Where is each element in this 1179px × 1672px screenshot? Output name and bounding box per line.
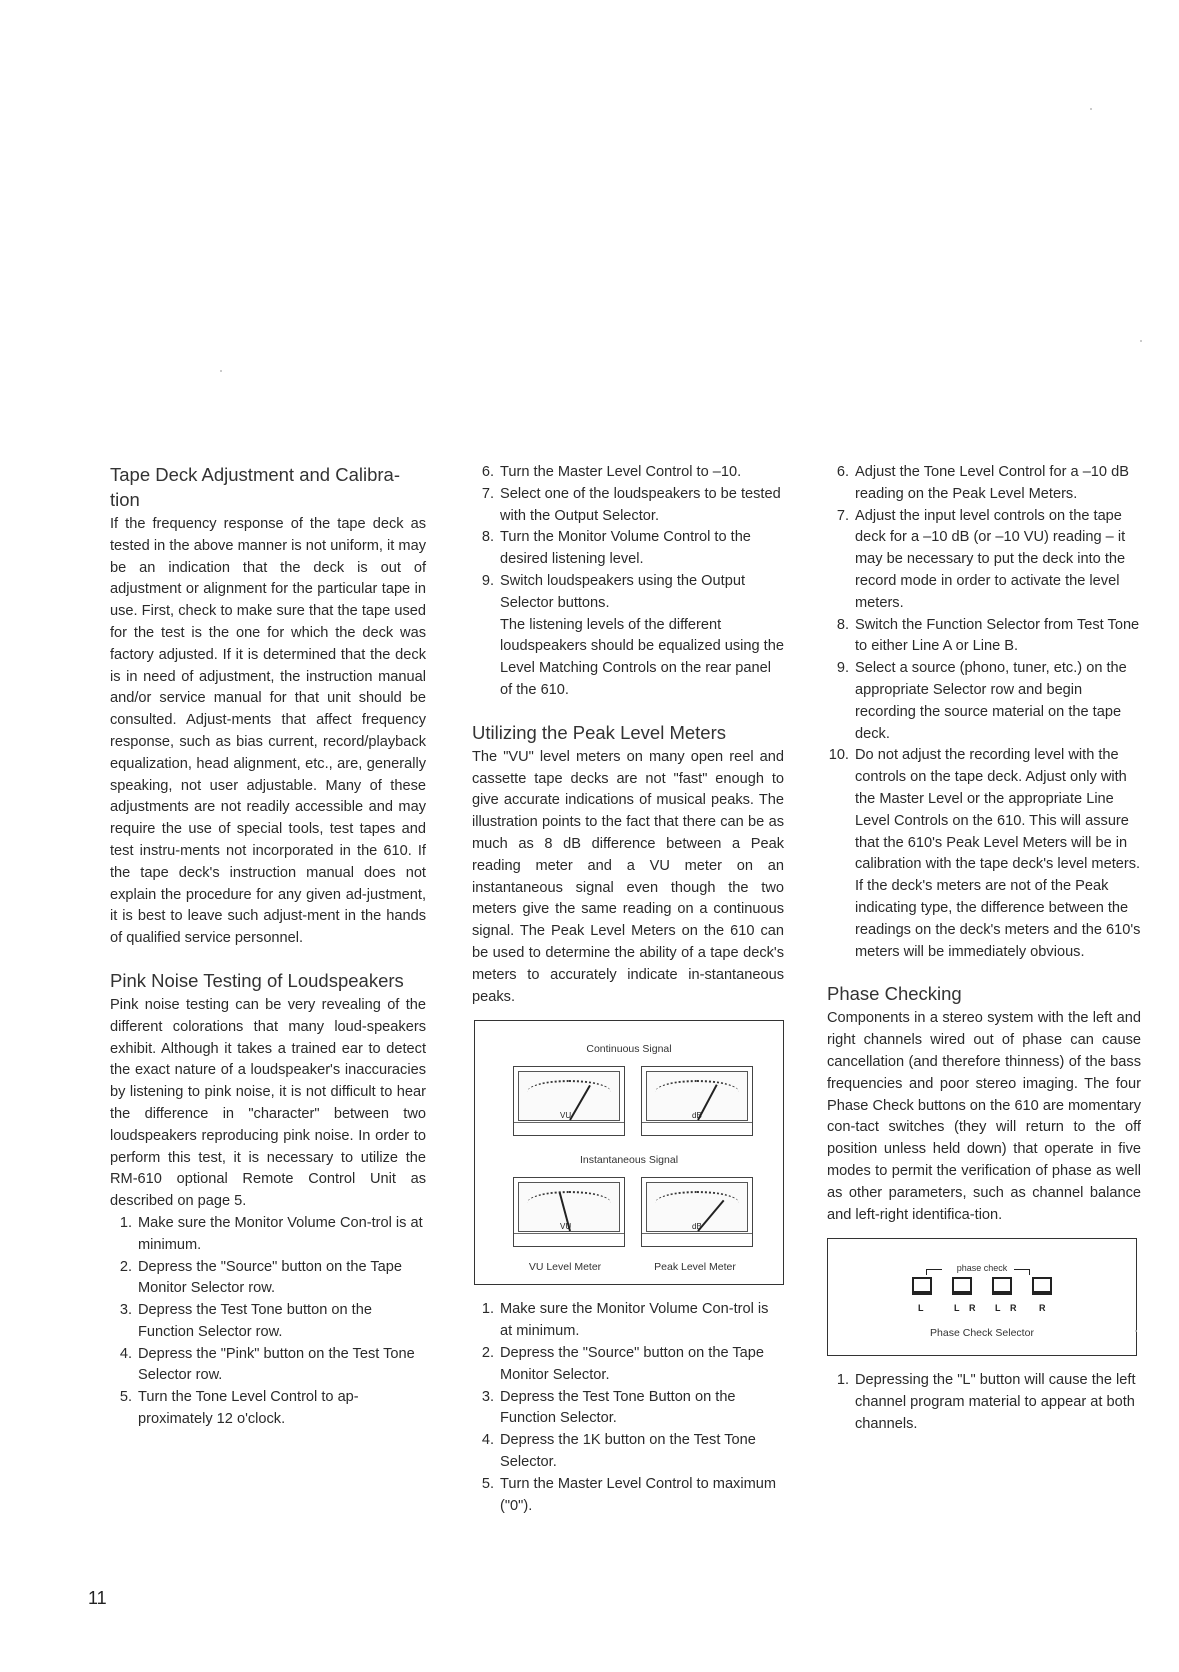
step-text: Switch the Function Selector from Test Tone to either Line A or Line B.: [855, 616, 1140, 655]
phase-figure-caption: Phase Check Selector: [930, 1327, 1034, 1340]
phase-label: L: [995, 1303, 1001, 1314]
list-item: [110, 1257, 426, 1301]
step-number: 8.: [481, 529, 494, 546]
step-text: Turn the Master Level Control to –10.: [500, 464, 742, 480]
step-number: 4.: [119, 1345, 132, 1362]
list-item: [827, 1370, 1141, 1435]
list-item: [827, 658, 1141, 745]
step-text: Switch loudspeakers using the Output Selector buttons.: [500, 572, 745, 611]
pink-noise-paragraph: Pink noise testing can be very revealing of the different colorations that many loud-speakers exhibit. Although it takes a trained ear to detect the exact nature of a loudspeaker's inaccuracies by listening to pink noise, it is not difficult to hear the difference in "character" between two loudspeakers reproducing pink noise. In order to perform this test, it is necessary to utilize the RM-610 optional Remote Control Unit as described on page 5.: [110, 996, 426, 1210]
phase-button-1: [912, 1277, 932, 1295]
list-item: [472, 527, 784, 571]
peak-meter-continuous: [641, 1066, 753, 1136]
list-item: [472, 1387, 784, 1431]
step-text: Depress the "Source" button on the Tape Monitor Selector.: [500, 1344, 765, 1383]
step-number: 7.: [481, 485, 494, 502]
step-number: 6.: [481, 464, 494, 480]
step-text: Turn the Master Level Control to maximum ("0").: [500, 1475, 777, 1514]
step-text: Make sure the Monitor Volume Con-trol is at minimum.: [500, 1301, 769, 1340]
step-number: 10.: [828, 747, 849, 764]
step-text: Turn the Tone Level Control to ap-proximately 12 o'clock.: [138, 1389, 359, 1428]
page-number: 11: [88, 1588, 107, 1608]
section-heading-pink-noise: Pink Noise Testing of Loudspeakers: [110, 969, 404, 991]
step-number: 2.: [481, 1344, 494, 1361]
step-number: 3.: [119, 1302, 132, 1319]
phase-checking-paragraph: Components in a stereo system with the left and right channels wired out of phase can cause cancellation (and therefore thinness) of the bass frequencies and poor stereo imaging. The four Phase Check buttons on the 610 are momentary con-tact switches (they will return to the off position unless held down) that operate in five modes to permit the verification of phase as well as other parameters, such as channel balance and left-right identifica-tion.: [827, 1010, 1141, 1223]
list-item: [827, 462, 1141, 506]
step-text: Depress the Test Tone Button on the Function Selector.: [500, 1388, 736, 1427]
phase-label: L: [954, 1303, 960, 1314]
db-label: dB: [692, 1222, 702, 1232]
step-number: 5.: [119, 1389, 132, 1406]
step-text: Depress the 1K button on the Test Tone Selector.: [500, 1432, 756, 1470]
pink-noise-steps-continued: [472, 462, 784, 702]
step-text: Make sure the Monitor Volume Con-trol is at minimum.: [138, 1214, 423, 1253]
vu-meter-instantaneous: [513, 1177, 625, 1247]
list-item: [827, 506, 1141, 615]
tape-deck-paragraph: If the frequency response of the tape deck as tested in the above manner is not uniform, it may be an indication that the deck is out of adjustment or alignment for the particular tape in use. First, check to make sure that the tape used for the test is the one for which the deck was factory adjusted. If it is determined that the deck is in need of adjustment, the instruction manual and/or service manual for that unit should be consulted. Adjust-ments that affect frequency response, such as bias current, record/playback equalization, head alignment, etc., are, generally speaking, not user adjustable. Many of these adjustments are not readily accessible and may require the use of special tools, test tapes and test instru-ments not incorporated in the 610. If the tape deck's instruction manual does not explain the procedure for any given ad-justment, it is best to leave such adjust-ment in the hands of qualified service personnel.: [110, 516, 426, 947]
vu-label: VU: [560, 1111, 572, 1121]
figure-caption-peak: Peak Level Meter: [654, 1261, 736, 1274]
step-number: 8.: [836, 616, 849, 633]
step-text: Turn the Monitor Volume Control to the desired listening level.: [500, 529, 751, 568]
list-item: [472, 462, 784, 484]
step-number: 1.: [119, 1214, 132, 1231]
step-number: 1.: [836, 1372, 849, 1389]
step-text: Adjust the Tone Level Control for a –10 dB reading on the Peak Level Meters.: [855, 464, 1129, 502]
figure-caption-vu: VU Level Meter: [528, 1261, 602, 1274]
phase-check-bracket-label: phase check: [956, 1263, 1008, 1274]
vu-label: VU: [560, 1222, 572, 1232]
step-number: 9.: [481, 572, 494, 589]
step-number: 5.: [481, 1475, 494, 1492]
phase-button-3: [992, 1277, 1012, 1295]
step-note: The listening levels of the different loudspeakers should be equalized using the Level Matching Controls on the rear panel of the 610.: [500, 616, 784, 698]
column-1: [110, 462, 426, 1431]
phase-label: R: [1010, 1303, 1017, 1314]
step-text: Select one of the loudspeakers to be tested with the Output Selector.: [500, 485, 781, 524]
column-3: [827, 462, 1141, 1436]
column-2: [472, 462, 784, 1517]
phase-check-steps: [827, 1370, 1141, 1435]
section-heading-phase-checking: Phase Checking: [827, 983, 962, 1005]
list-item: [472, 571, 784, 702]
step-number: 9.: [836, 660, 849, 677]
step-number: 2.: [119, 1258, 132, 1275]
step-number: 3.: [481, 1388, 494, 1405]
figure-caption-continuous: Continuous Signal: [586, 1043, 672, 1056]
figure-caption-instantaneous: Instantaneous Signal: [579, 1154, 679, 1167]
step-number: 4.: [481, 1432, 494, 1449]
list-item: [827, 615, 1141, 659]
vu-meter-continuous: [513, 1066, 625, 1136]
step-text: Depress the "Pink" button on the Test Tone Selector row.: [138, 1345, 415, 1384]
db-label: dB: [692, 1111, 702, 1121]
step-text: Adjust the input level controls on the tape deck for a –10 dB (or –10 VU) reading – it may be necessary to put the deck into the record mode in order to activate the level meters.: [855, 507, 1126, 611]
step-text: Depress the "Source" button on the Tape Monitor Selector row.: [138, 1258, 403, 1297]
step-text: Depressing the "L" button will cause the left channel program material to appear at both channels.: [855, 1372, 1136, 1432]
peak-meter-steps: [472, 1299, 784, 1517]
list-item: [110, 1387, 426, 1431]
step-number: 7.: [836, 507, 849, 524]
section-heading-tape-deck: Tape Deck Adjustment and Calibra-tion: [110, 464, 400, 510]
list-item: [110, 1344, 426, 1388]
list-item: [110, 1213, 426, 1257]
peak-meters-paragraph: The "VU" level meters on many open reel and cassette tape decks are not "fast" enough to give accurate indications of musical peaks. The illustration points to the fact that there can be as much as 8 dB difference between a Peak reading meter and a VU meter on an instantaneous signal even though the two meters give the same reading on a continuous signal. The Peak Level Meters on the 610 can be used to determine the ability of a tape deck's meters to accurately indicate in-stantaneous peaks.: [472, 748, 784, 1005]
phase-button-2: [952, 1277, 972, 1295]
step-text: Depress the Test Tone button on the Function Selector row.: [138, 1302, 372, 1340]
section-heading-peak-meters: Utilizing the Peak Level Meters: [472, 721, 726, 743]
step-number: 6.: [836, 464, 849, 480]
phase-label: R: [969, 1303, 976, 1314]
phase-label: R: [1039, 1303, 1046, 1314]
phase-button-4: [1032, 1277, 1052, 1295]
list-item: [472, 1299, 784, 1343]
phase-check-selector-figure: [827, 1238, 1137, 1356]
list-item: [827, 745, 1141, 963]
phase-label: L: [918, 1303, 924, 1314]
step-text: Select a source (phono, tuner, etc.) on the appropriate Selector row and begin recording the source material on the tape deck.: [855, 660, 1127, 742]
calibration-steps: [827, 462, 1141, 963]
step-number: 1.: [481, 1301, 494, 1318]
list-item: [110, 1300, 426, 1344]
list-item: [472, 1343, 784, 1387]
list-item: [472, 1430, 784, 1474]
pink-noise-steps: [110, 1213, 426, 1431]
step-text: Do not adjust the recording level with the controls on the tape deck. Adjust only with the Master Level or the appropriate Line Level Controls on the 610. This will assure that the 610's Peak Level Meters will be in calibration with the tape deck's level meters. If the deck's meters are not of the Peak indicating type, the difference between the readings on the deck's meters and the 610's meters will be immediately obvious.: [855, 747, 1141, 960]
list-item: [472, 484, 784, 528]
peak-meter-instantaneous: [641, 1177, 753, 1247]
meter-comparison-figure: [474, 1020, 784, 1285]
list-item: [472, 1474, 784, 1518]
